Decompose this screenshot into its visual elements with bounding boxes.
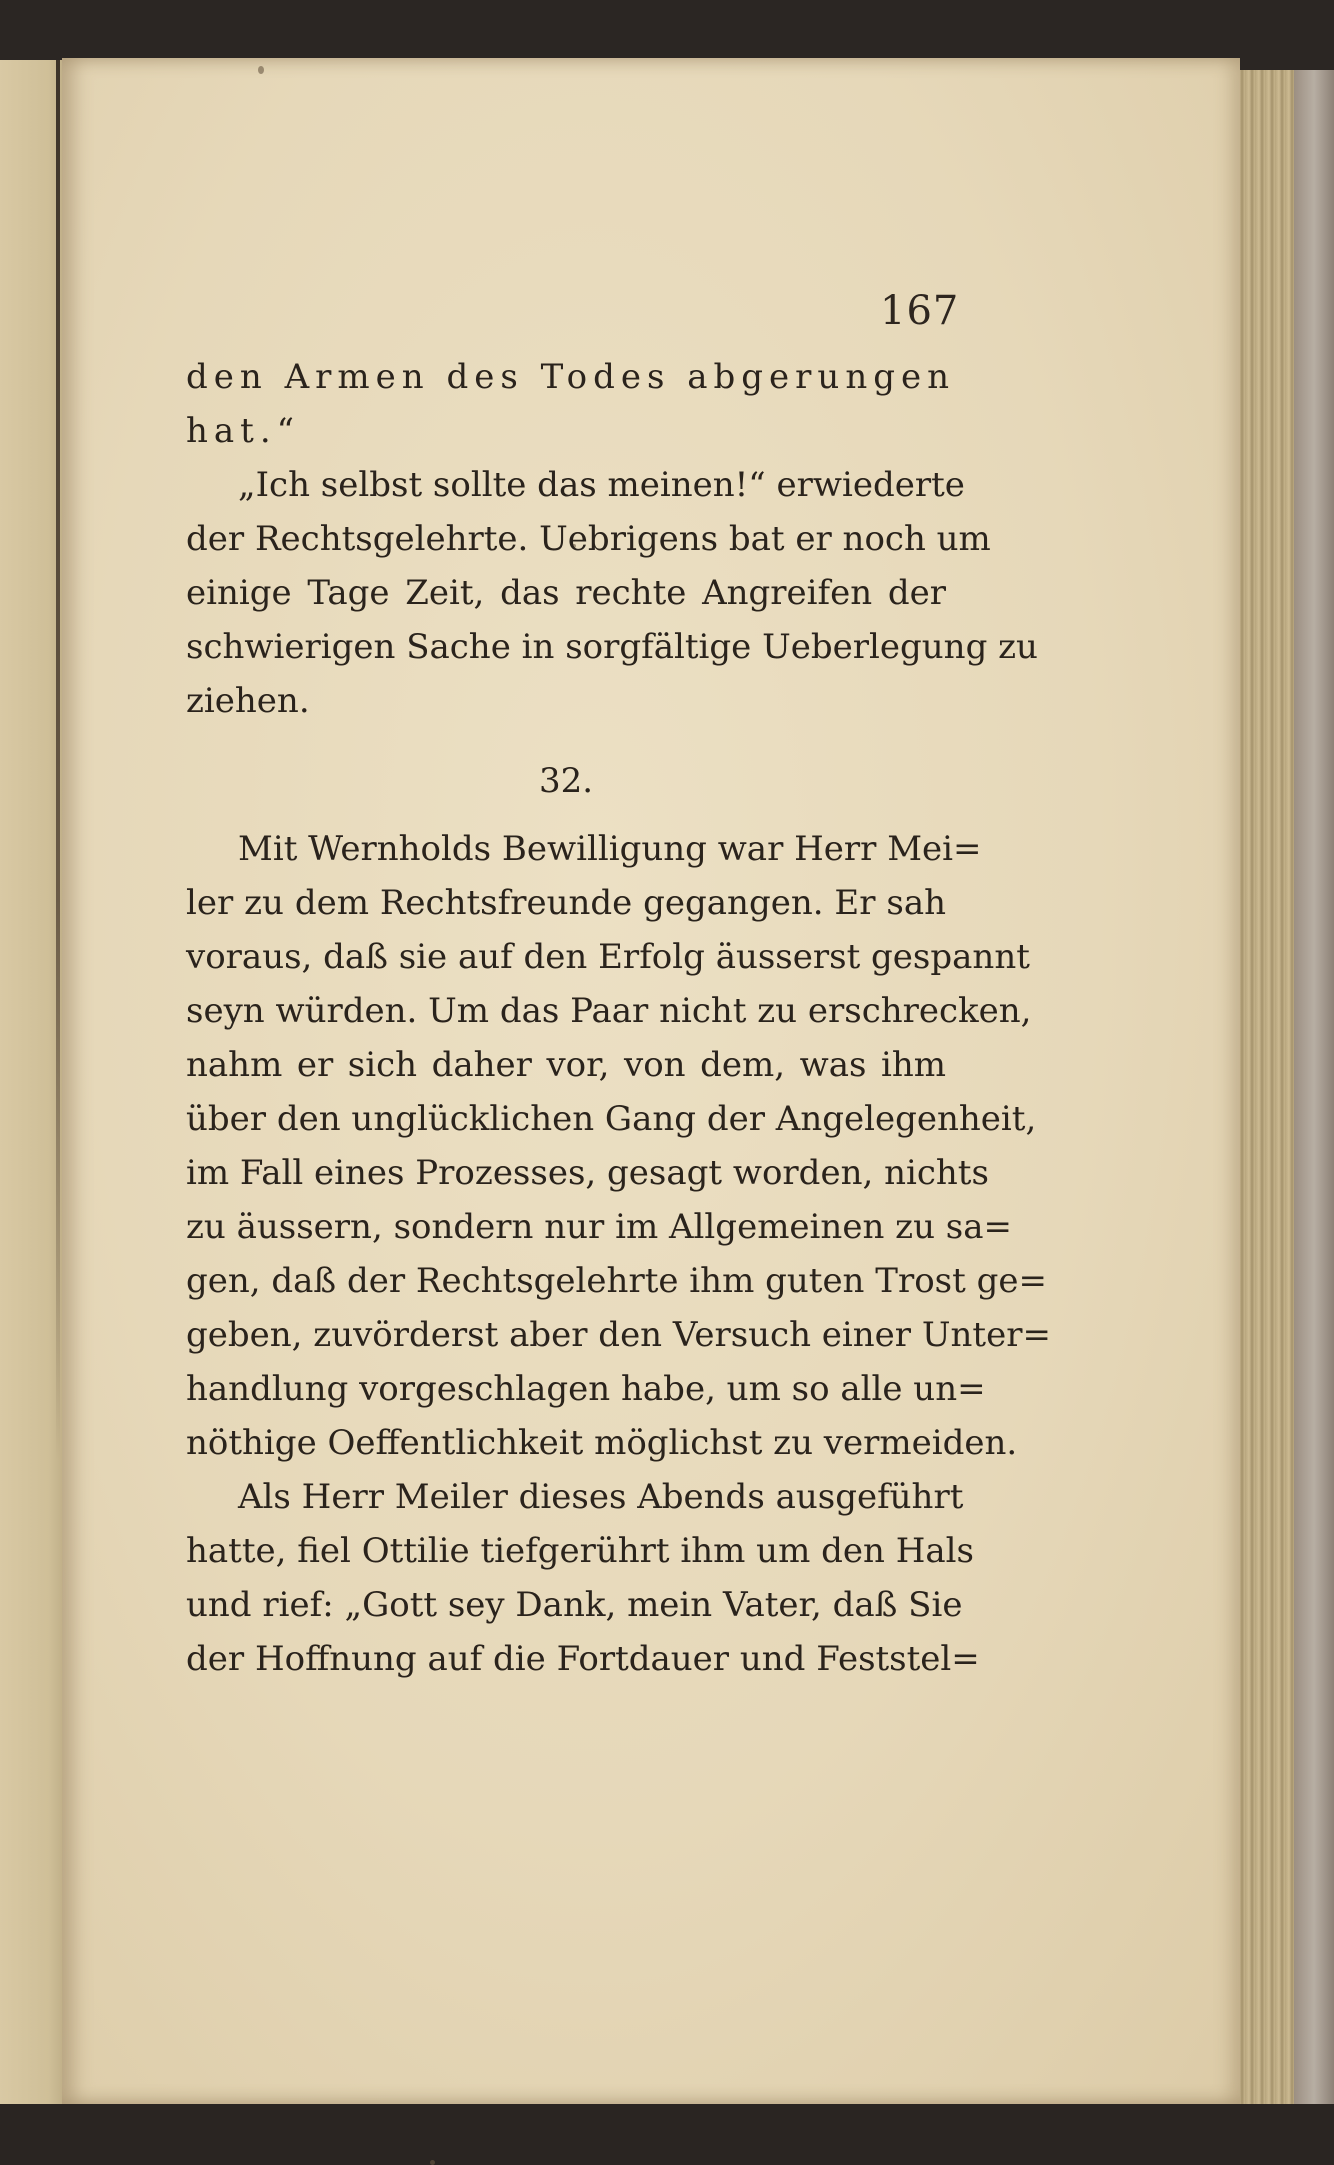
text-line: nöthige Oeffentlichkeit möglichst zu vermeiden. bbox=[186, 1423, 1018, 1463]
text-line: hat.“ bbox=[186, 411, 301, 451]
paper-fleck bbox=[430, 2160, 435, 2165]
page-stack-edge bbox=[1225, 70, 1334, 2104]
book-cover-board bbox=[1294, 70, 1334, 2104]
text-line: nahm er sich daher vor, von dem, was ihm bbox=[186, 1045, 946, 1085]
text-line: voraus, daß sie auf den Erfolg äusserst gespannt bbox=[186, 937, 1030, 977]
text-line: und rief: „Gott sey Dank, mein Vater, daß Sie bbox=[186, 1585, 963, 1625]
text-line: seyn würden. Um das Paar nicht zu erschrecken, bbox=[186, 991, 1032, 1031]
text-line: gen, daß der Rechtsgelehrte ihm guten Trost ge= bbox=[186, 1261, 1047, 1301]
text-line: im Fall eines Prozesses, gesagt worden, nichts bbox=[186, 1153, 989, 1193]
text-line: ler zu dem Rechtsfreunde gegangen. Er sah bbox=[186, 883, 946, 923]
text-line: hatte, fiel Ottilie tiefgerührt ihm um den Hals bbox=[186, 1531, 974, 1571]
text-line: zu äussern, sondern nur im Allgemeinen zu sa= bbox=[186, 1207, 1012, 1247]
page-number: 167 bbox=[880, 288, 960, 334]
section-number: 32. bbox=[538, 761, 594, 801]
text-line: schwierigen Sache in sorgfältige Ueberlegung zu bbox=[186, 627, 1038, 667]
text-line: Als Herr Meiler dieses Abends ausgeführt bbox=[238, 1477, 964, 1517]
text-line: über den unglücklichen Gang der Angelegenheit, bbox=[186, 1099, 1037, 1139]
binding-gutter bbox=[56, 60, 60, 1460]
paragraph bbox=[186, 350, 956, 458]
page-text bbox=[186, 350, 1051, 1686]
text-line: ziehen. bbox=[186, 681, 310, 721]
text-line: handlung vorgeschlagen habe, um so alle un= bbox=[186, 1369, 986, 1409]
text-line: „Ich selbst sollte das meinen!“ erwiederte bbox=[238, 465, 965, 505]
text-line: der Rechtsgelehrte. Uebrigens bat er noch um bbox=[186, 519, 991, 559]
paragraph bbox=[186, 458, 1038, 728]
text-line: der Hoffnung auf die Fortdauer und Feststel= bbox=[186, 1639, 980, 1679]
text-line: einige Tage Zeit, das rechte Angreifen der bbox=[186, 573, 946, 613]
paper-fleck bbox=[258, 66, 264, 74]
text-line: geben, zuvörderst aber den Versuch einer Unter= bbox=[186, 1315, 1051, 1355]
paragraph bbox=[186, 822, 1051, 1470]
text-line: den Armen des Todes abgerungen bbox=[186, 357, 956, 397]
paragraph bbox=[186, 1470, 980, 1686]
text-line: Mit Wernholds Bewilligung war Herr Mei= bbox=[238, 829, 982, 869]
